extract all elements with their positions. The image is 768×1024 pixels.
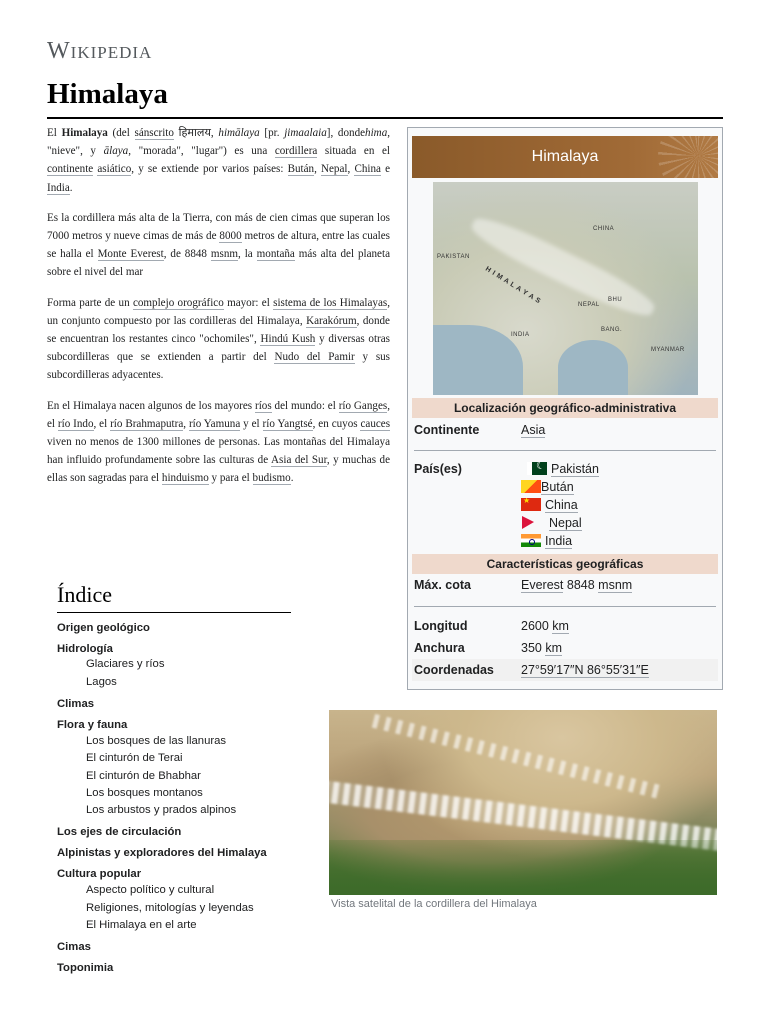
toc-item[interactable]: Alpinistas y exploradores del Himalaya [57, 847, 267, 859]
row-divider [414, 606, 716, 607]
link-nudo-pamir[interactable]: Nudo del Pamir [274, 351, 355, 364]
link-china-infobox[interactable]: China [545, 498, 578, 512]
row-divider [414, 450, 716, 451]
toc-divider [57, 612, 291, 613]
text: , [347, 163, 355, 176]
text: del mundo: el [271, 399, 339, 412]
label-max-cota: Máx. cota [414, 578, 471, 592]
link-rio-brahmaputra[interactable]: río Brahmaputra [110, 417, 184, 430]
map-label: PAKISTAN [437, 254, 470, 260]
link-coordinates[interactable]: 27°59′17″N 86°55′31″E [521, 663, 649, 677]
text: , en cuyos [312, 417, 361, 430]
text: , "nieve", y [47, 127, 391, 158]
text: , un conjunto compuesto por las cordilleras del Himalaya, [47, 296, 390, 327]
link-nepal-infobox[interactable]: Nepal [549, 516, 582, 530]
image-snow-band [372, 714, 666, 800]
link-cordillera[interactable]: cordillera [274, 145, 318, 158]
link-butan[interactable]: Bután [287, 163, 315, 176]
link-montana[interactable]: montaña [256, 248, 295, 261]
text: y para el [208, 472, 253, 485]
satellite-image[interactable] [329, 710, 717, 895]
link-rios[interactable]: ríos [255, 399, 272, 412]
link-rio-yamuna[interactable]: río Yamuna [188, 417, 241, 430]
toc-subitem[interactable]: Glaciares y ríos [86, 658, 165, 670]
infobox-title: Himalaya [531, 148, 599, 165]
bhutan-flag-icon [521, 480, 541, 493]
text: , [314, 163, 321, 176]
value-anchura [521, 641, 562, 655]
text: En el Himalaya nacen algunos de los mayores [47, 399, 256, 412]
devanagari-text: हिमालय [178, 127, 211, 139]
link-rio-indo[interactable]: río Indo [57, 417, 94, 430]
section-header-location: Localización geográfico-administrativa [412, 398, 718, 418]
text: . [290, 472, 294, 485]
map-label: H I M A L A Y A S [483, 265, 542, 306]
toc-item[interactable]: Hidrología [57, 643, 113, 655]
link-budismo[interactable]: budismo [252, 472, 291, 485]
text: viven no menos de 1300 millones de personas. Las montañas del Himalaya han influido profundamente sobre las culturas de [47, 436, 390, 467]
map-label: INDIA [511, 332, 530, 338]
text: mayor: el [223, 296, 274, 309]
link-msnm[interactable]: msnm [210, 248, 239, 261]
toc-subitem[interactable]: El cinturón de Bhabhar [86, 770, 201, 782]
india-flag-icon [521, 534, 541, 547]
map-label: MYANMAR [651, 347, 685, 353]
link-nepal[interactable]: Nepal [321, 163, 348, 176]
text: , donde se encuentran los restantes cinco "ochomiles", [47, 314, 390, 346]
value-number: 8848 [563, 578, 599, 592]
value-number: 350 [521, 641, 546, 655]
italic-term: himālaya [218, 127, 260, 139]
wikipedia-logo[interactable]: Wikipedia [47, 38, 153, 64]
article-body [47, 124, 390, 500]
pakistan-flag-icon [527, 462, 547, 475]
title-divider [47, 117, 723, 119]
link-monte-everest[interactable]: Monte Everest [97, 248, 164, 261]
label-anchura: Anchura [414, 641, 465, 655]
text: , el [47, 399, 390, 430]
paragraph-height [47, 209, 390, 282]
link-asia-del-sur[interactable]: Asia del Sur [271, 454, 327, 467]
link-rio-ganges[interactable]: río Ganges [338, 399, 388, 412]
map-relief [467, 210, 660, 325]
text: e [380, 163, 391, 176]
toc-subitem[interactable]: Religiones, mitologías y leyendas [86, 902, 254, 914]
link-complejo-orografico[interactable]: complejo orográfico [132, 296, 224, 309]
toc-item[interactable]: Cultura popular [57, 868, 142, 880]
value-number: 2600 [521, 619, 553, 633]
text: , de 8848 [163, 248, 211, 261]
link-km[interactable]: km [552, 619, 569, 633]
link-sanscrito[interactable]: sánscrito [134, 127, 174, 139]
link-butan-infobox[interactable]: Bután [541, 480, 574, 494]
toc-title: Índice [57, 582, 112, 607]
label-longitud: Longitud [414, 619, 468, 633]
text: , "morada", "lugar") es una [128, 145, 275, 158]
map-label: NEPAL [578, 302, 600, 308]
toc-item[interactable]: Los ejes de circulación [57, 826, 182, 838]
text: , el [93, 417, 111, 430]
link-continente[interactable]: continente [47, 163, 94, 176]
infobox-header [412, 136, 718, 178]
text: [pr. [259, 127, 285, 139]
link-rio-yangtse[interactable]: río Yangtsé [262, 417, 313, 430]
italic-term: jimaalaia [284, 127, 327, 139]
toc-subitem[interactable]: Aspecto político y cultural [86, 884, 215, 896]
toc-subitem[interactable]: Los bosques montanos [86, 787, 203, 799]
figure-caption: Vista satelital de la cordillera del Himalaya [331, 898, 537, 910]
label-coordenadas: Coordenadas [414, 663, 494, 677]
paragraph-intro [47, 124, 390, 197]
toc-subitem[interactable]: Los arbustos y prados alpinos [86, 804, 237, 816]
bold-term: Himalaya [61, 127, 108, 139]
link-asia[interactable]: Asia [521, 423, 546, 437]
toc-subitem[interactable]: Lagos [86, 676, 117, 688]
link-cauces[interactable]: cauces [360, 417, 391, 430]
paragraph-system [47, 294, 390, 385]
section-header-geography: Características geográficas [412, 554, 718, 574]
map-label: BANG. [601, 327, 623, 333]
map-sea-arabian [433, 325, 523, 395]
italic-term: hima [365, 127, 388, 139]
link-everest[interactable]: Everest [521, 578, 564, 592]
map-sea-bengal [558, 340, 628, 395]
map-label: BHU [608, 297, 623, 303]
text: metros de altura, entre las cuales se halla el [47, 230, 390, 261]
text: y sus subcordilleras adyacentes. [47, 351, 390, 382]
link-asiatico[interactable]: asiático [97, 163, 132, 176]
text: El [47, 127, 62, 139]
paragraph-rivers [47, 397, 390, 488]
text: (del [107, 127, 135, 139]
toc-item[interactable]: Origen geológico [57, 622, 150, 634]
infobox [407, 127, 723, 690]
text: . [69, 181, 73, 194]
toc-item[interactable]: Toponimia [57, 962, 114, 974]
link-india[interactable]: India [47, 181, 70, 194]
link-pakistan[interactable]: Pakistán [551, 462, 599, 476]
nepal-flag-icon [521, 516, 541, 529]
link-india-infobox[interactable]: India [545, 534, 573, 548]
link-8000[interactable]: 8000 [219, 230, 242, 243]
text: , y se extiende por varios países: [131, 163, 288, 176]
text: , [183, 417, 189, 430]
label-paises: País(es) [414, 462, 462, 476]
toc-subitem[interactable]: El Himalaya en el arte [86, 919, 197, 931]
text: , y muchas de ellas son sagradas para el [47, 454, 390, 485]
china-flag-icon [521, 498, 541, 511]
map-label: CHINA [593, 226, 615, 232]
text: Forma parte de un [47, 296, 133, 309]
text: situada en el [317, 145, 390, 158]
page-title: Himalaya [47, 78, 168, 110]
text: Es la cordillera más alta de la Tierra, con más de cien cimas que superan los 7000 metros y nueve cimas de más de [47, 211, 390, 243]
value-longitud [521, 619, 569, 633]
toc-item[interactable]: Cimas [57, 941, 91, 953]
link-msnm-infobox[interactable]: msnm [598, 578, 633, 592]
text: ], donde [326, 127, 366, 139]
text: más alta del planeta sobre el nivel del mar [47, 248, 390, 279]
link-hindu-kush[interactable]: Hindú Kush [260, 333, 316, 346]
toc-subitem[interactable]: Los bosques de las llanuras [86, 735, 227, 747]
toc-item[interactable]: Climas [57, 698, 95, 710]
link-china[interactable]: China [354, 163, 381, 176]
text: y diversas otras subcordilleras que se extienden a partir del [47, 333, 390, 364]
italic-term: ālaya [103, 145, 129, 158]
text: , la [238, 248, 257, 261]
image-lowlands [329, 840, 717, 895]
table-of-contents [57, 582, 357, 974]
link-km[interactable]: km [545, 641, 563, 655]
label-continente: Continente [414, 423, 480, 437]
link-hinduismo[interactable]: hinduismo [161, 472, 209, 485]
toc-subitem[interactable]: El cinturón de Terai [86, 752, 183, 764]
text: , [210, 127, 219, 139]
value-max-cota [521, 578, 632, 592]
link-karakorum[interactable]: Karakórum [306, 314, 357, 327]
link-sistema-himalayas[interactable]: sistema de los Himalayas [273, 296, 388, 309]
location-map[interactable] [433, 182, 698, 395]
text: y el [240, 417, 263, 430]
sun-rays-decoration [658, 136, 718, 178]
toc-item[interactable]: Flora y fauna [57, 719, 128, 731]
